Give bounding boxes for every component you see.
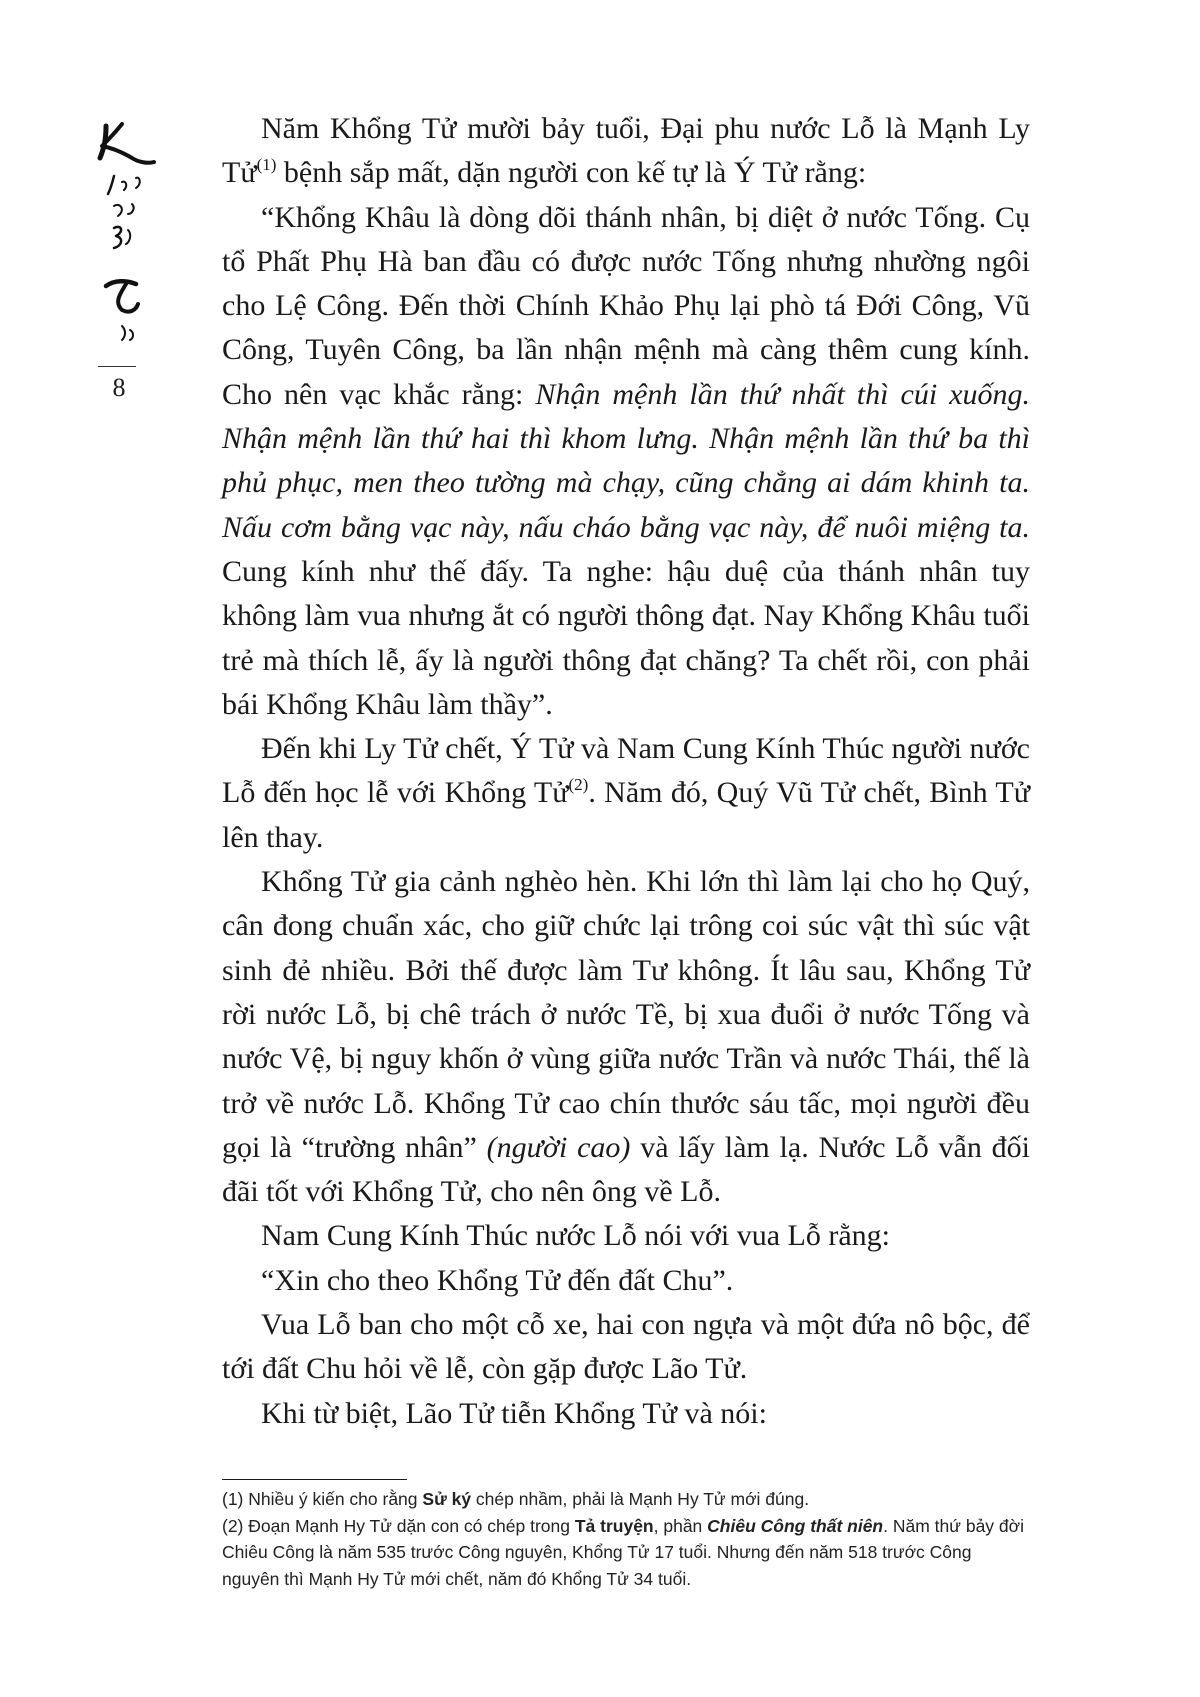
paragraph-1: Năm Khổng Tử mười bảy tuổi, Đại phu nước Lỗ là Mạnh Ly Tử$^{(1)}$ bệnh sắp mất, dặn người con kế tự là Ý Tử rằng: xyxy=(222,112,1030,190)
paragraph-6: “Xin cho theo Khổng Tử đến đất Chu”. xyxy=(261,1263,734,1297)
paragraph-7: Vua Lỗ ban cho một cỗ xe, hai con ngựa và một đứa nô bộc, để tới đất Chu hỏi về lễ, còn gặp được Lão Tử. xyxy=(222,1308,1030,1386)
footnotes xyxy=(222,1486,1030,1592)
footnote-ref-2[interactable]: (2) xyxy=(568,775,589,795)
calligraphy-title-icon xyxy=(92,118,172,378)
footnote-ref-1[interactable]: (1) xyxy=(256,155,277,175)
page-number: 8 xyxy=(112,373,126,402)
paragraph-3: Đến khi Ly Tử chết, Ý Tử và Nam Cung Kính Thúc người nước Lỗ đến học lễ với Khổng Tử$^{(2)}$. Năm đó, Quý Vũ Tử chết, Bình Tử lên thay. xyxy=(222,732,1031,854)
italic-gloss: (người cao) xyxy=(486,1130,631,1164)
paragraph-2: “Khổng Khâu là dòng dõi thánh nhân, bị diệt ở nước Tống. Cụ tổ Phất Phụ Hà ban đầu có được nước Tống nhưng nhường ngôi cho Lệ Công. Đến thời Chính Khảo Phụ lại phò tá Đới Công, Vũ Công, Tuyên Công, ba lần nhận mệnh mà càng thêm cung kính. Cho nên vạc khắc rằng: Nhận mệnh lần thứ nhất thì cúi xuống. Nhận mệnh lần thứ hai thì khom lưng. Nhận mệnh lần thứ ba thì phủ phục, men theo tường mà chạy, cũng chẳng ai dám khinh ta. Nấu cơm bằng vạc này, nấu cháo bằng vạc này, để nuôi miệng ta. Cung kính như thế đấy. Ta nghe: hậu duệ của thánh nhân tuy không làm vua nhưng ắt có người thông đạt. Nay Khổng Khâu tuổi trẻ mà thích lễ, ấy là người thông đạt chăng? Ta chết rồi, con phải bái Khổng Khâu làm thầy”. xyxy=(222,200,1030,721)
footnote-separator xyxy=(222,1479,407,1480)
italic-quote: Nhận mệnh lần thứ nhất thì cúi xuống. Nhận mệnh lần thứ hai thì khom lưng. Nhận mệnh lần thứ ba thì phủ phục, men theo tường mà chạy, cũng chẳng ai dám khinh ta. Nấu cơm bằng vạc này, nấu cháo bằng vạc này, để nuôi miệng ta. xyxy=(222,377,1030,544)
footnote-2: (2) Đoạn Mạnh Hy Tử dặn con có chép trong Tả truyện, phần Chiêu Công thất niên. Năm thứ bảy đời Chiêu Công là năm 535 trước Công nguyên, Khổng Tử 17 tuổi. Nhưng đến năm 518 trước Công nguyên thì Mạnh Hy Tử mới chết, năm đó Khổng Tử 34 tuổi. xyxy=(222,1515,1025,1589)
footnote-1: (1) Nhiều ý kiến cho rằng Sử ký chép nhầm, phải là Mạnh Hy Tử mới đúng. xyxy=(222,1489,810,1509)
body-text xyxy=(222,107,1030,1436)
paragraph-4: Khổng Tử gia cảnh nghèo hèn. Khi lớn thì làm lại cho họ Quý, cân đong chuẩn xác, cho giữ chức lại trông coi súc vật thì súc vật sinh đẻ nhiều. Bởi thế được làm Tư không. Ít lâu sau, Khổng Tử rời nước Lỗ, bị chê trách ở nước Tề, bị xua đuổi ở nước Tống và nước Vệ, bị nguy khốn ở vùng giữa nước Trần và nước Thái, thế là trở về nước Lỗ. Khổng Tử cao chín thước sáu tấc, mọi người đều gọi là “trường nhân” (người cao) và lấy làm lạ. Nước Lỗ vẫn đối đãi tốt với Khổng Tử, cho nên ông về Lỗ. xyxy=(222,865,1030,1209)
paragraph-8: Khi từ biệt, Lão Tử tiễn Khổng Tử và nói: xyxy=(261,1396,767,1430)
paragraph-5: Nam Cung Kính Thúc nước Lỗ nói với vua Lỗ rằng: xyxy=(261,1219,891,1253)
page-number-rule xyxy=(98,366,136,367)
